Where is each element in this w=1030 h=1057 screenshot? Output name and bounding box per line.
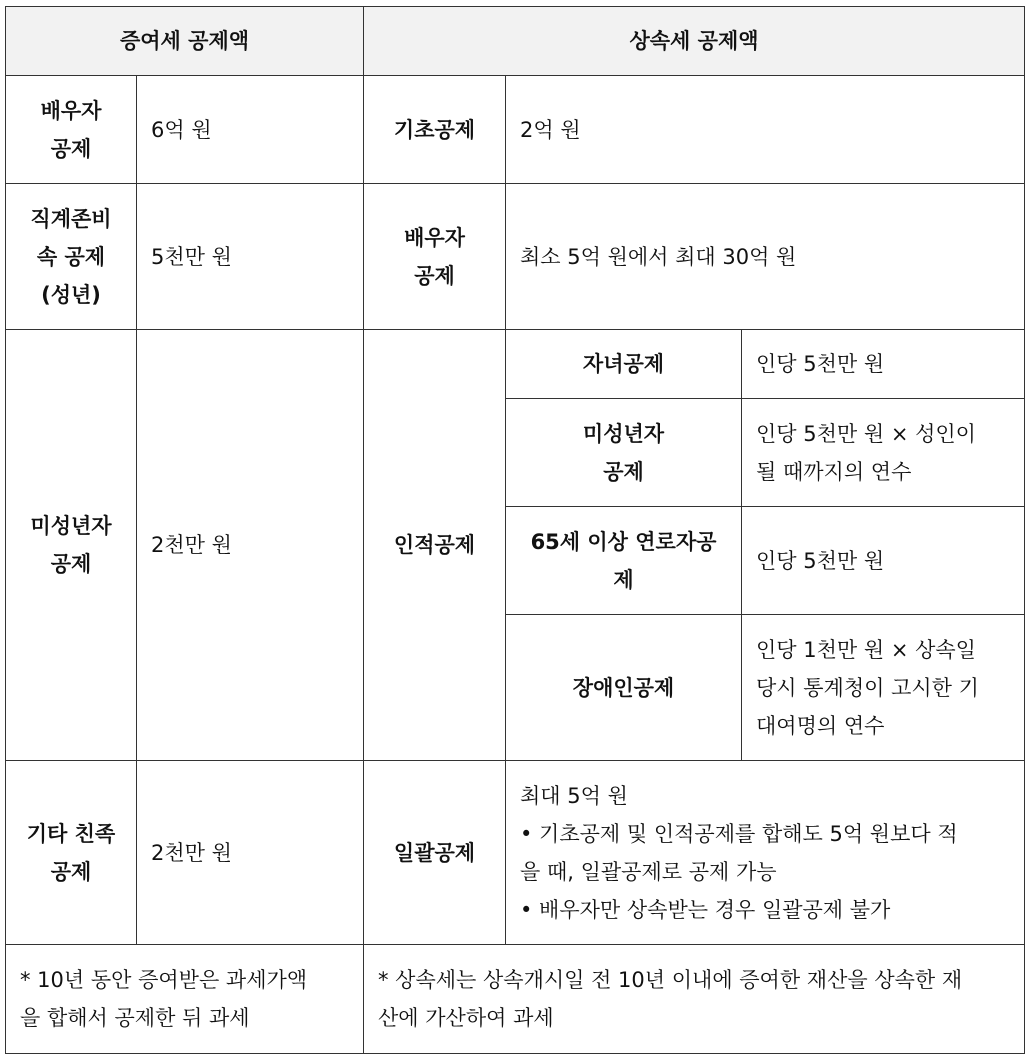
notes-row: [6, 945, 1025, 1054]
label-line: 공제: [50, 136, 92, 161]
table-row: [6, 76, 1025, 184]
value-line: 당시 통계청이 고시한 기: [756, 675, 979, 700]
label-line: 공제: [603, 459, 644, 484]
note-line: 산에 가산하여 과세: [378, 1006, 554, 1030]
gift-spouse-value: 6억 원: [137, 76, 364, 184]
minor-deduction-value: [742, 399, 1025, 507]
value-line: 인당 1천만 원 × 상속일: [756, 637, 976, 662]
table-row: [6, 330, 1025, 399]
note-line: * 10년 동안 증여받은 과세가액: [20, 968, 308, 992]
elder-deduction-label: [506, 507, 742, 615]
gift-lineal-label: [6, 184, 137, 330]
gift-minor-value: 2천만 원: [137, 330, 364, 761]
note-line: * 상속세는 상속개시일 전 10년 이내에 증여한 재산을 상속한 재: [378, 968, 963, 992]
inh-lump-label: 일괄공제: [364, 761, 506, 945]
label-line: 배우자: [404, 225, 465, 250]
table-header-row: [6, 7, 1025, 76]
child-deduction-value: 인당 5천만 원: [742, 330, 1025, 399]
inh-spouse-value: 최소 5억 원에서 최대 30억 원: [506, 184, 1025, 330]
inheritance-note: [364, 945, 1025, 1054]
value-line: 최대 5억 원: [520, 783, 628, 808]
table-row: [6, 761, 1025, 945]
label-line: 속 공제: [36, 244, 106, 269]
deduction-table: [5, 6, 1025, 1054]
label-line: 기타 친족: [26, 821, 116, 846]
gift-spouse-label: [6, 76, 137, 184]
gift-other-label: [6, 761, 137, 945]
inheritance-tax-header: 상속세 공제액: [364, 7, 1025, 76]
gift-minor-label: [6, 330, 137, 761]
value-line: 대여명의 연수: [756, 713, 885, 738]
inh-lump-value: [506, 761, 1025, 945]
inh-personal-label: 인적공제: [364, 330, 506, 761]
label-line: 미성년자: [30, 514, 112, 538]
label-line: 미성년자: [582, 421, 665, 446]
label-line: 65세 이상 연로자공: [530, 529, 717, 554]
value-line: • 기초공제 및 인적공제를 합해도 5억 원보다 적: [520, 821, 958, 846]
inh-spouse-label: [364, 184, 506, 330]
label-line: 배우자: [40, 98, 102, 123]
minor-deduction-label: [506, 399, 742, 507]
gift-tax-header: 증여세 공제액: [6, 7, 364, 76]
note-line: 을 합해서 공제한 뒤 과세: [20, 1006, 250, 1030]
value-line: • 배우자만 상속받는 경우 일괄공제 불가: [520, 897, 891, 922]
elder-deduction-value: 인당 5천만 원: [742, 507, 1025, 615]
gift-lineal-value: 5천만 원: [137, 184, 364, 330]
value-line: 을 때, 일괄공제로 공제 가능: [520, 859, 777, 884]
label-line: 제: [613, 567, 634, 592]
disabled-deduction-value: [742, 615, 1025, 761]
label-line: 공제: [50, 552, 92, 576]
inh-basic-label: 기초공제: [364, 76, 506, 184]
gift-other-value: 2천만 원: [137, 761, 364, 945]
label-line: 공제: [50, 859, 92, 884]
table-row: [6, 184, 1025, 330]
value-line: 될 때까지의 연수: [756, 459, 912, 484]
gift-note: [6, 945, 364, 1054]
disabled-deduction-label: 장애인공제: [506, 615, 742, 761]
label-line: (성년): [41, 282, 101, 307]
value-line: 인당 5천만 원 × 성인이: [756, 421, 976, 446]
inh-basic-value: 2억 원: [506, 76, 1025, 184]
child-deduction-label: 자녀공제: [506, 330, 742, 399]
label-line: 공제: [414, 263, 455, 288]
label-line: 직계존비: [30, 206, 112, 231]
